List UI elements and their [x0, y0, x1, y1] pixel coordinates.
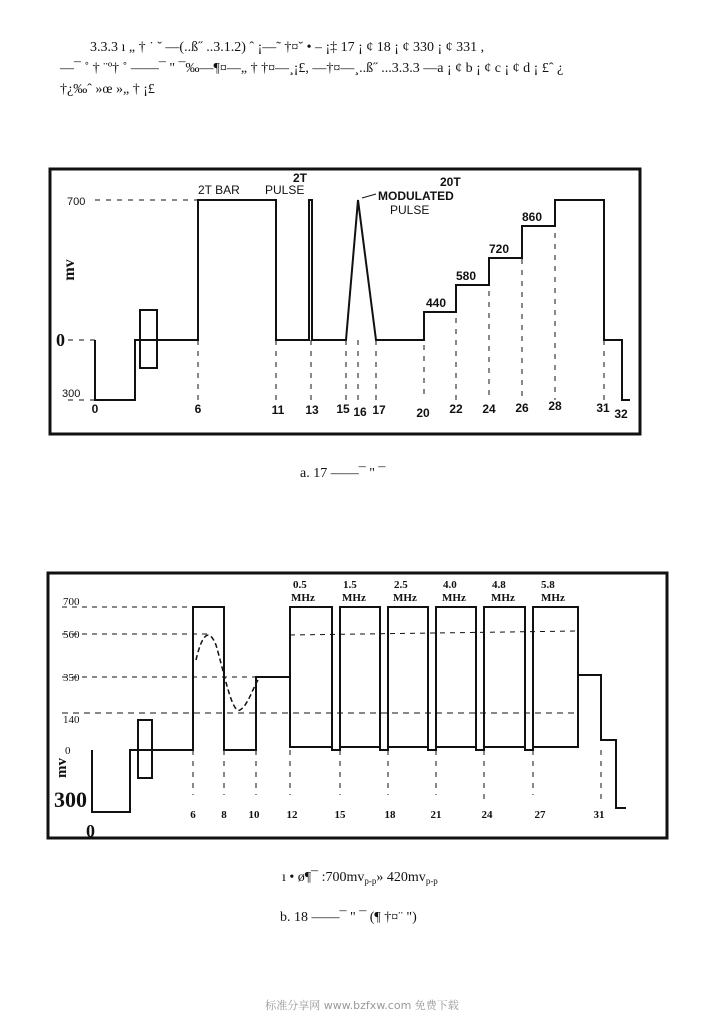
- figure-b-freq-5-8-unit: MHz: [541, 592, 565, 604]
- figure-b-freq-0-5: 0.5: [293, 579, 307, 591]
- figure-a-label-2t: 2T: [293, 171, 308, 185]
- figure-b-freq-5-8: 5.8: [541, 579, 555, 591]
- figure-b-x-6: 6: [190, 809, 196, 821]
- figure-a-x-16: 16: [353, 405, 367, 419]
- figure-a-x-11: 11: [271, 403, 285, 417]
- figure-b-y-560: 560: [63, 629, 80, 641]
- page-footer-watermark: 标准分享网 www.bzfxw.com 免费下载: [265, 999, 459, 1012]
- figure-b-note: [282, 870, 438, 886]
- figure-a-label-20t: 20T: [440, 175, 461, 189]
- paragraph-line-2: —¯ ˚ † ¨º† ˚ ——¯ " ¯‰—¶¤—„ † †¤—¸¡£, —†¤—¸..ß˝ ...3.3.3 —a ¡ ¢ b ¡ ¢ c ¡ ¢ d ¡ £ˆ ¿: [60, 61, 564, 76]
- figure-a-frame: [50, 169, 640, 434]
- figure-a-x-17: 17: [372, 403, 386, 417]
- figure-b-caption: b. 18 ——¯ " ¯ (¶ †¤¨ "): [280, 910, 417, 925]
- figure-a-x-13: 13: [305, 403, 319, 417]
- figure-b-x-31: 31: [593, 809, 605, 821]
- figure-a-x-32: 32: [614, 407, 628, 421]
- figure-a-y-700: 700: [67, 196, 86, 208]
- figure-a-waveform: [0, 160, 724, 450]
- figure-b-note-sub2: p-p: [425, 876, 438, 886]
- figure-b-y-300: 300: [54, 787, 87, 812]
- paragraph-line-3: †¿‰ˆ »œ »„ † ¡£: [60, 82, 155, 97]
- figure-b-sine-curve: [196, 635, 258, 710]
- figure-b-freq-4-0-unit: MHz: [442, 592, 466, 604]
- figure-b-freq-1-5: 1.5: [343, 579, 357, 591]
- figure-b-frame: [48, 573, 667, 838]
- figure-b-freq-2-5: 2.5: [394, 579, 408, 591]
- figure-a-annotation-arrow: [362, 194, 376, 198]
- figure-b-x-21: 21: [430, 809, 442, 821]
- figure-a-step-440: 440: [426, 296, 447, 310]
- figure-a-label-modulated-pulse: PULSE: [390, 203, 430, 217]
- figure-a-y-0: 0: [56, 330, 65, 350]
- figure-a-x-31: 31: [596, 401, 610, 415]
- figure-a-y-axis-label: mv: [61, 259, 78, 281]
- figure-a-caption: a. 17 ——¯ " ¯: [300, 466, 386, 481]
- figure-a-x-15: 15: [336, 402, 350, 416]
- figure-a-label-modulated: MODULATED: [378, 189, 454, 203]
- figure-a-x-22: 22: [449, 402, 463, 416]
- figure-b-x-27: 27: [534, 809, 546, 821]
- figure-b-x-8: 8: [221, 809, 227, 821]
- figure-a-step-580: 580: [456, 269, 477, 283]
- figure-b-freq-4-8-unit: MHz: [491, 592, 515, 604]
- figure-b-note-sub1: p-p: [364, 876, 377, 886]
- figure-a-x-0: 0: [91, 402, 99, 416]
- figure-b-x-12: 12: [286, 809, 298, 821]
- figure-b-x-24: 24: [481, 809, 493, 821]
- figure-a-trace: [95, 200, 630, 400]
- figure-b-x-10: 10: [248, 809, 260, 821]
- figure-a-x-24: 24: [482, 402, 496, 416]
- figure-b-y-bottom-0: 0: [86, 821, 95, 841]
- figure-a-x-28: 28: [548, 399, 562, 413]
- figure-a-y-300: 300: [62, 388, 81, 400]
- figure-b-waveform: [0, 565, 724, 845]
- figure-b-y-140: 140: [63, 714, 80, 726]
- figure-b-note-mid: » 420mv: [376, 870, 426, 885]
- figure-a-x-6: 6: [194, 402, 202, 416]
- figure-a-x-20: 20: [416, 406, 430, 420]
- intro-paragraph: [60, 37, 700, 100]
- figure-a-x-26: 26: [515, 401, 529, 415]
- figure-b-freq-4-0: 4.0: [443, 579, 457, 591]
- figure-b-freq-1-5-unit: MHz: [342, 592, 366, 604]
- figure-a-step-720: 720: [489, 242, 510, 256]
- figure-b-x-18: 18: [384, 809, 396, 821]
- figure-a-step-860: 860: [522, 210, 543, 224]
- figure-b-trace: [92, 607, 626, 812]
- figure-b-x-15: 15: [334, 809, 346, 821]
- figure-b-freq-2-5-unit: MHz: [393, 592, 417, 604]
- figure-a-label-pulse: PULSE: [265, 183, 305, 197]
- figure-b-y-700: 700: [63, 596, 80, 608]
- figure-b-freq-4-8: 4.8: [492, 579, 506, 591]
- figure-b-note-prefix: ı • ø¶¯ :700mv: [282, 870, 365, 885]
- figure-a-label-bar: 2T BAR: [198, 183, 240, 197]
- figure-b-y-350: 350: [63, 672, 80, 684]
- figure-b-y-0: 0: [65, 745, 71, 757]
- figure-b-y-axis-label: mv: [54, 758, 70, 778]
- paragraph-line-1: 3.3.3 ı „ † ˙ ˘ —(..ß˝ ..3.1.2) ˆ ¡—˜ †¤˘ • – ¡‡ 17 ¡ ¢ 18 ¡ ¢ 330 ¡ ¢ 331 ,: [90, 40, 485, 55]
- figure-b-freq-0-5-unit: MHz: [291, 592, 315, 604]
